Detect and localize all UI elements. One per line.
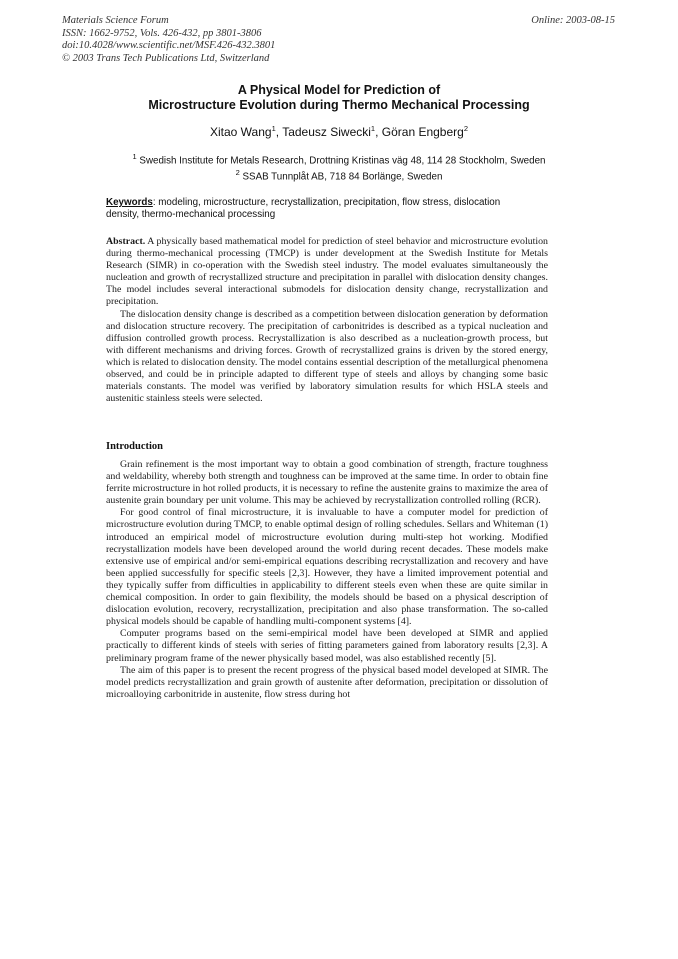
abstract-text: A physically based mathematical model for prediction of steel behavior and microstructure evolution during thermo-mechanical processing (TMCP) is under development at the Swedish Institute for Metals Research (SIMR) in co-operation with the Swedish steel industry. The model evaluates simultaneously the nucleation and growth of recrystallized structure and precipitation in parallel with dislocation density changes. The model includes several interactional submodels for dislocation density change, recrystallization and precipitation.	[106, 236, 548, 308]
issn-line: ISSN: 1662-9752, Vols. 426-432, pp 3801-3806	[62, 27, 262, 39]
author-name: Xitao Wang	[209, 125, 272, 139]
abstract-label: Abstract.	[106, 236, 146, 247]
affil-text: SSAB Tunnplåt AB, 718 84 Borlänge, Sweden	[242, 171, 443, 183]
copyright-line: © 2003 Trans Tech Publications Ltd, Switzerland	[62, 52, 270, 64]
title-line-1: A Physical Model for Prediction of	[237, 83, 441, 97]
affil-mark: 2	[235, 168, 240, 178]
intro-paragraph: Computer programs based on the semi-empirical model have been developed at SIMR and applied practically to different kinds of steels with series of fitting parameters gained from laboratory results [2,3]. A preliminary program frame of the newer physically based model, was also established recently [5].	[106, 628, 548, 664]
intro-paragraph: Grain refinement is the most important way to obtain a good combination of strength, fracture toughness and weldability, whereby both strength and toughness can be improved at the same time. In order to obtain fine ferrite microstructure in hot rolled products, it is necessary to refine the austenite grains to maximize the area of austenite grain boundary per unit volume. This may be achieved by recrystallization controlled rolling (RCR).	[106, 459, 548, 507]
author-affil-mark: 2	[463, 124, 468, 133]
journal-name: Materials Science Forum	[62, 15, 169, 26]
intro-paragraph: For good control of final microstructure, it is invaluable to have a computer model for prediction of microstructure evolution during TMCP, to enable optimal design of rolling schedules. Sellars and Whiteman (1) introduced an empirical model of microstructure evolution during multi-step hot working. Modified recrystallization models have been developed around the world during recent decades. These models make extensive use of empirical and/or semi-empirical equations describing recrystallization and recovery and have been applied successfully for specific steels [2,3]. However, they have a limited improvement potential and they typically suffer from difficulties in applicability to different steels even when these are quite similar in chemical composition. In order to gain flexibility, the models should be based on a physical description of dislocation evolution, recovery, recrystallization, precipitation and also phase transformation. The so-called physical models should be capable of handling multi-component systems [4].	[106, 507, 548, 628]
author-list: Xitao Wang$^1$, Tadeusz Siwecki$^1$, Göran Engberg$^2$	[209, 124, 468, 139]
abstract-paragraph-2: The dislocation density change is described as a competition between dislocation generation by deformation and dislocation structure recovery. The precipitation of carbonitrides is described as a typical nucleation and diffusion controlled growth process. Recrystallization is also described as a nucleation-growth process, but with different mechanisms and driving forces. Growth of recrystallized grains is driven by the stored energy, which is related to dislocation density. The model contains essential description of the metallurgical phenomena observed, and could be in principle adapted to different type of steels and alloys by changing some basic materials constants. The model was verified by laboratory simulation results for which HSLA steels and austenitic stainless steels were selected.	[106, 308, 548, 405]
online-date: Online: 2003-08-15	[531, 15, 615, 26]
journal-header	[62, 15, 615, 65]
affiliation-1	[0, 151, 678, 167]
keywords-label: Keywords	[106, 197, 153, 208]
author-affil-mark: 1	[271, 124, 276, 133]
section-heading: Introduction	[106, 441, 163, 452]
affil-mark: 1	[132, 152, 137, 161]
author-name: Tadeusz Siwecki	[282, 125, 371, 139]
author-name: Göran Engberg	[381, 125, 464, 139]
doi-line: doi:10.4028/www.scientific.net/MSF.426-432.3801	[62, 40, 276, 51]
abstract	[106, 236, 548, 405]
title-line-2: Microstructure Evolution during Thermo Mechanical Processing	[148, 98, 530, 112]
affil-text: Swedish Institute for Metals Research, Drottning Kristinas väg 48, 114 28 Stockholm, Sweden	[139, 155, 546, 167]
intro-paragraph: The aim of this paper is to present the recent progress of the physical based model developed at SIMR. The model predicts recrystallization and grain growth of austenite after deformation, precipitation or dissolution of microalloying carbonitride in austenite, flow stress during hot	[106, 664, 548, 700]
affiliations	[0, 151, 678, 184]
affiliation-2	[0, 167, 678, 183]
abstract-paragraph-1	[106, 236, 548, 309]
author-affil-mark: 1	[370, 124, 376, 133]
paper-title	[0, 83, 678, 113]
keywords-text: : modeling, microstructure, recrystallization, precipitation, flow stress, dislocation density, thermo-mechanical processing	[106, 197, 501, 220]
introduction-body	[106, 459, 548, 701]
keywords	[106, 197, 526, 221]
